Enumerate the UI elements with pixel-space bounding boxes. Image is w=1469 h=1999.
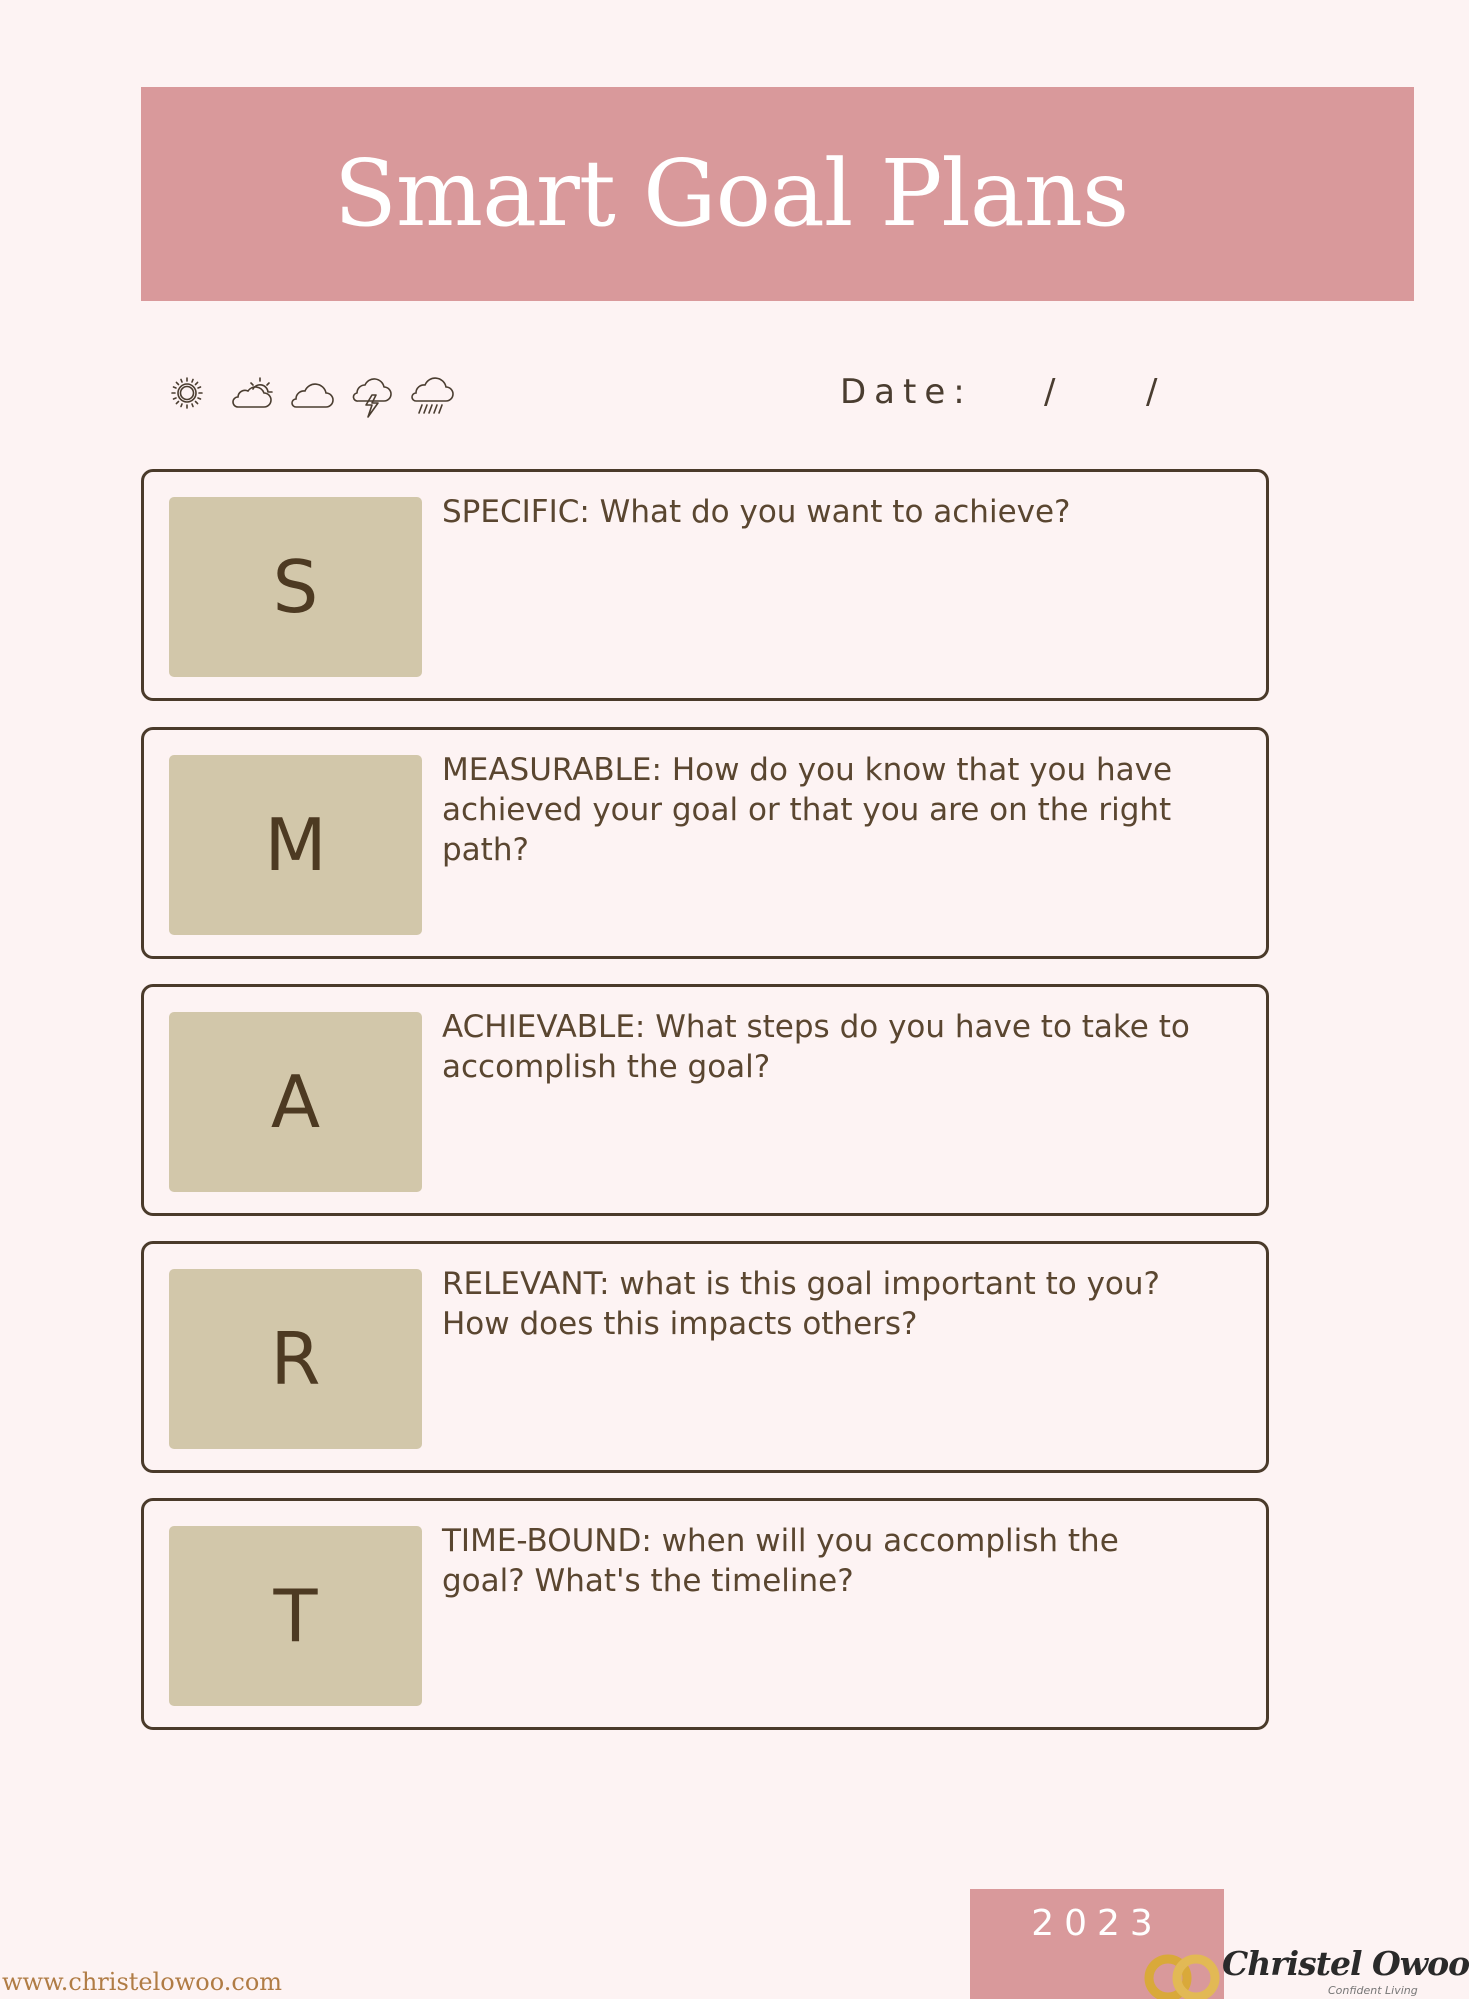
weather-icons-row xyxy=(166,365,458,425)
thunderstorm-icon[interactable] xyxy=(346,369,398,421)
website-link[interactable]: www.christelowoo.com xyxy=(2,1968,283,1996)
goal-prompt: TIME-BOUND: when will you accomplish the goal? What's the timeline? xyxy=(442,1523,1119,1599)
goal-prompt: SPECIFIC: What do you want to achieve? xyxy=(442,494,1071,530)
goal-card-time-bound[interactable] xyxy=(141,1498,1269,1730)
date-label: Date: xyxy=(840,372,973,412)
goal-card-achievable[interactable] xyxy=(141,984,1269,1216)
goal-prompt: ACHIEVABLE: What steps do you have to take to accomplish the goal? xyxy=(442,1009,1190,1085)
brand-logo xyxy=(1142,1944,1469,1999)
goal-card-measurable[interactable] xyxy=(141,727,1269,959)
brand-tagline: Confident Living xyxy=(1328,1984,1418,1997)
date-separator-1: / xyxy=(1044,372,1056,412)
page-title: Smart Goal Plans xyxy=(333,140,1129,247)
goal-prompt: MEASURABLE: How do you know that you have achieved your goal or that you are on the right path? xyxy=(442,752,1173,868)
cloud-icon[interactable] xyxy=(286,369,338,421)
goal-letter: R xyxy=(169,1269,422,1449)
brand-mark-icon xyxy=(1142,1944,1226,1999)
brand-name: Christel Owoo xyxy=(1222,1944,1469,1983)
rain-icon[interactable] xyxy=(406,369,458,421)
partly-cloudy-icon[interactable] xyxy=(226,369,278,421)
year-label: 2023 xyxy=(1031,1903,1163,1944)
sun-icon[interactable] xyxy=(166,369,218,421)
goal-letter: M xyxy=(169,755,422,935)
goal-card-relevant[interactable] xyxy=(141,1241,1269,1473)
goal-card-specific[interactable] xyxy=(141,469,1269,701)
date-separator-2: / xyxy=(1146,372,1158,412)
goal-prompt: RELEVANT: what is this goal important to you? How does this impacts others? xyxy=(442,1266,1160,1342)
goal-letter: T xyxy=(169,1526,422,1706)
goal-letter: S xyxy=(169,497,422,677)
goal-letter: A xyxy=(169,1012,422,1192)
